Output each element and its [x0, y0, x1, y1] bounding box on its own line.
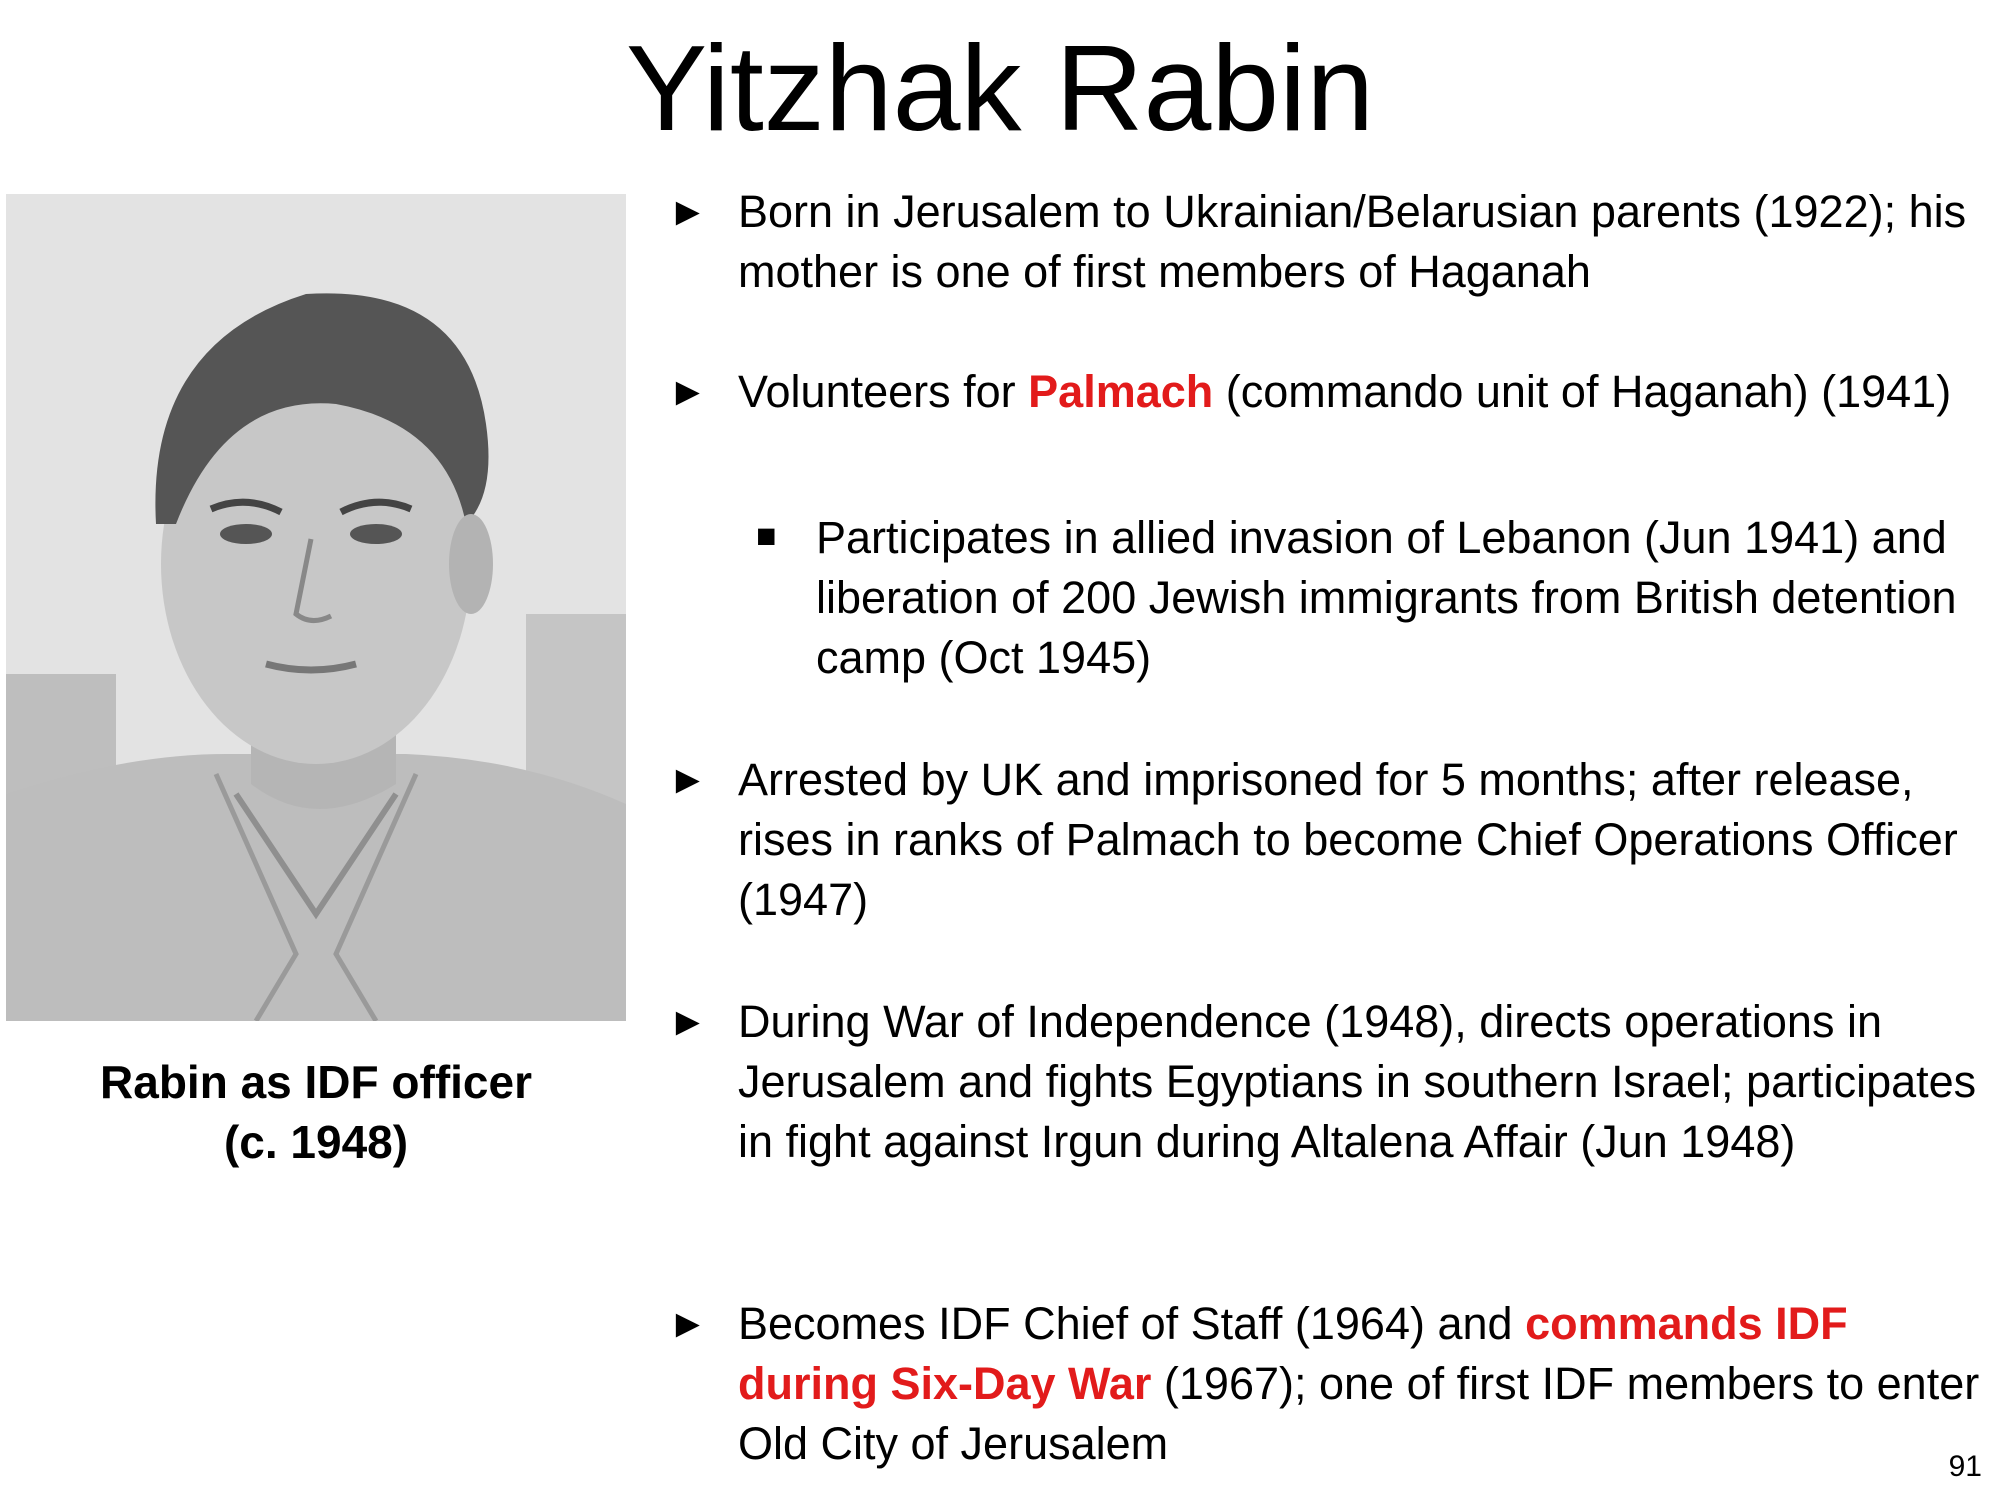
- text-segment: (1967); one of first IDF members to enter Old City of Jerusalem: [738, 1358, 1980, 1469]
- highlight-palmach: Palmach: [1028, 366, 1214, 417]
- text-segment: Volunteers for: [738, 366, 1029, 417]
- caption-line-2: (c. 1948): [223, 1116, 409, 1168]
- slide-title: Yitzhak Rabin: [625, 20, 1375, 156]
- caption-line-1: Rabin as IDF officer: [100, 1056, 532, 1108]
- bullet-marker: ►: [668, 758, 708, 802]
- text-segment: (commando unit of Haganah) (1941): [1213, 366, 1952, 417]
- bullet-text: During War of Independence (1948), directs operations in Jerusalem and fights Egyptians in southern Israel; participates in fight against Irgun during Altalena Affair (Jun 1948): [738, 996, 1977, 1167]
- bullet-text: Born in Jerusalem to Ukrainian/Belarusian parents (1922); his mother is one of first members of Haganah: [738, 186, 1967, 297]
- bullet-marker: ►: [668, 190, 708, 234]
- portrait-photo: [6, 194, 626, 1021]
- bullet-text: [738, 362, 1988, 422]
- highlight-six-day-war: commands IDF during Six-Day War: [738, 1298, 1848, 1409]
- sub-bullet-text: Participates in allied invasion of Lebanon (Jun 1941) and liberation of 200 Jewish immigrants from British detention camp (Oct 1945): [816, 512, 1957, 683]
- text-segment: Becomes IDF Chief of Staff (1964) and: [738, 1298, 1526, 1349]
- bullet-marker: ►: [668, 1302, 708, 1346]
- bullet-text: [738, 1294, 1988, 1474]
- bullet-marker: ►: [668, 370, 708, 414]
- portrait-illustration: [6, 194, 626, 1021]
- bullet-text: Arrested by UK and imprisoned for 5 months; after release, rises in ranks of Palmach to become Chief Operations Officer (1947): [738, 754, 1958, 925]
- photo-caption: [6, 1052, 626, 1172]
- page-number: 91: [1948, 1450, 1982, 1483]
- bullet-marker: ►: [668, 1000, 708, 1044]
- sub-bullet-marker: ■: [756, 517, 777, 555]
